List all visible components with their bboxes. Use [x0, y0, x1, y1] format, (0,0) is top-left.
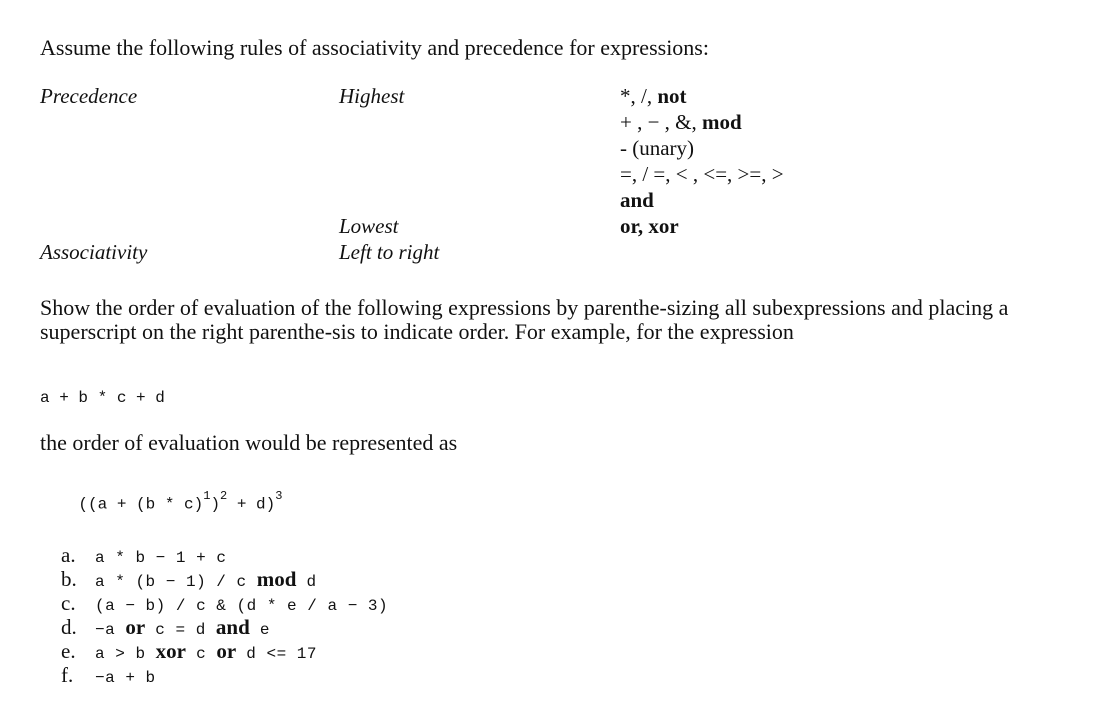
precedence-level-5: and	[620, 188, 654, 212]
associativity-value: Left to right	[339, 240, 440, 264]
instructions-paragraph: Show the order of evaluation of the following expressions by parenthe-sizing all subexpressions and placing a superscript on the right parenthe-sis to indicate order. For example, for the expression	[40, 295, 1009, 344]
highest-label: Highest	[339, 84, 405, 108]
question-label: a.	[61, 543, 76, 567]
ops-add-sub: + , − , &,	[620, 110, 703, 134]
ops-mod: mod	[702, 110, 742, 134]
precedence-row-6	[40, 214, 1090, 240]
question-text: (a − b) / c & (d * e / a − 3)	[95, 597, 389, 615]
keyword-or: or	[216, 639, 237, 663]
example-expression: a + b * c + d	[40, 389, 165, 407]
question-text: a * b − 1 + c	[95, 549, 227, 567]
keyword-xor: xor	[155, 639, 186, 663]
ops-not: not	[657, 84, 687, 108]
precedence-level-4: =, / =, < , <=, >=, >	[620, 162, 784, 186]
question-text: −a or c = d and e	[95, 615, 270, 639]
precedence-level-3: - (unary)	[620, 136, 695, 160]
precedence-label: Precedence	[40, 84, 138, 108]
superscript-2: 2	[220, 489, 228, 503]
example-answer-part-3: + d)	[227, 495, 276, 514]
precedence-row-1	[40, 84, 1090, 110]
example-answer-part-1: ((a + (b * c)	[78, 495, 204, 514]
lowest-label: Lowest	[339, 214, 399, 238]
precedence-level-2	[620, 110, 742, 135]
keyword-mod: mod	[256, 567, 297, 591]
question-label: d.	[61, 615, 77, 639]
question-label: f.	[61, 663, 74, 687]
keyword-or: or	[125, 615, 146, 639]
associativity-row	[40, 240, 1090, 266]
ops-mult-div: *, /,	[620, 84, 658, 108]
precedence-level-1	[620, 84, 687, 109]
question-f	[40, 638, 156, 713]
example-note: the order of evaluation would be represented as	[40, 430, 458, 455]
question-label: b.	[61, 567, 77, 591]
question-text: −a + b	[95, 669, 156, 687]
question-text: a * (b − 1) / c mod d	[95, 567, 317, 591]
precedence-row-5	[40, 188, 1090, 214]
example-answer-part-2: )	[210, 495, 221, 514]
superscript-3: 3	[275, 489, 283, 503]
keyword-and: and	[215, 615, 250, 639]
precedence-row-4	[40, 162, 1090, 188]
question-label: c.	[61, 591, 76, 615]
precedence-level-6: or, xor	[620, 214, 679, 238]
associativity-label: Associativity	[40, 240, 148, 264]
precedence-row-2	[40, 110, 1090, 136]
precedence-row-3	[40, 136, 1090, 162]
intro-text: Assume the following rules of associativity and precedence for expressions:	[40, 35, 709, 60]
question-text: a > b xor c or d <= 17	[95, 639, 317, 663]
superscript-1: 1	[203, 489, 211, 503]
document-page	[40, 34, 1090, 687]
question-label: e.	[61, 639, 76, 663]
